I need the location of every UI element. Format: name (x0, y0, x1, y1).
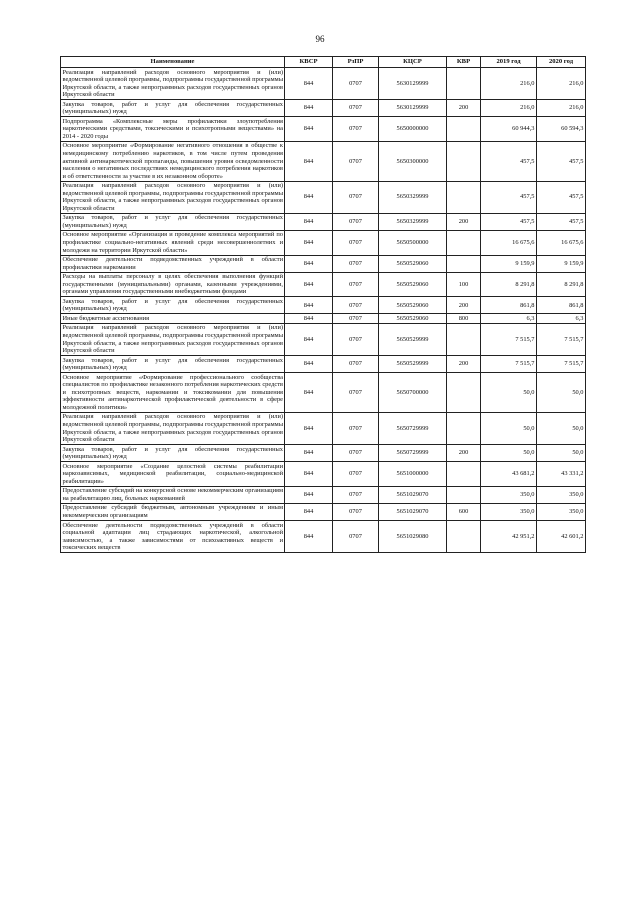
kvr-cell (447, 462, 481, 487)
amount-2020-cell: 7 515,7 (537, 356, 586, 373)
kvr-cell (447, 230, 481, 255)
row-name-cell: Предоставление субсидий бюджетным, автономным учреждениям и иным некоммерческим организациям (62, 504, 283, 520)
kvr-cell: 200 (447, 445, 481, 462)
amount-2019-cell: 50,0 (481, 445, 537, 462)
row-name-cell: Закупка товаров, работ и услуг для обеспечения государственных (муниципальных) нужд (62, 356, 283, 372)
budget-table (60, 56, 586, 553)
kcsr-cell: 5650529060 (379, 272, 447, 297)
column-header: РзПР (333, 57, 379, 68)
kcsr-cell: 5650329999 (379, 181, 447, 213)
amount-2020-cell: 6,3 (537, 314, 586, 324)
column-header: 2020 год (537, 57, 586, 68)
kvr-cell: 800 (447, 314, 481, 324)
row-name-cell: Основное мероприятие «Создание целостной системы реабилитации наркозависимых, медицинской реабилитации, социально-медицинской реабилитации» (62, 462, 283, 485)
row-name-cell: Реализация направлений расходов основного мероприятия и (или) ведомственной целевой программы, подпрограммы государственной программы Иркутской области, а также непрограммных расходов государственных органов Иркутской области (62, 324, 283, 355)
kvr-cell (447, 255, 481, 272)
row-name-cell: Основное мероприятие «Организация и проведение комплекса мероприятий по профилактике социально-негативных явлений среди несовершеннолетних и молодежи на территории Иркутской области» (62, 231, 283, 254)
kvr-cell: 200 (447, 356, 481, 373)
row-name-cell: Иные бюджетные ассигнования (61, 314, 285, 324)
rzpr-cell: 0707 (333, 445, 379, 462)
amount-2020-cell: 50,0 (537, 412, 586, 444)
rzpr-cell: 0707 (333, 141, 379, 181)
amount-2020-cell: 457,5 (537, 141, 586, 181)
rzpr-cell: 0707 (333, 373, 379, 413)
kvsr-cell: 844 (285, 68, 333, 100)
column-header: КВР (447, 57, 481, 68)
table-row (61, 255, 586, 272)
amount-2019-cell: 457,5 (481, 181, 537, 213)
amount-2019-cell: 6,3 (481, 314, 537, 324)
kvr-cell: 200 (447, 297, 481, 314)
kvsr-cell: 844 (285, 117, 333, 142)
column-header: КЦСР (379, 57, 447, 68)
amount-2020-cell: 8 291,8 (537, 272, 586, 297)
kvr-cell: 200 (447, 100, 481, 117)
table-row (61, 462, 586, 487)
amount-2020-cell: 42 601,2 (537, 521, 586, 553)
amount-2019-cell: 350,0 (481, 486, 537, 503)
kvsr-cell: 844 (285, 314, 333, 324)
kvr-cell (447, 486, 481, 503)
kvsr-cell: 844 (285, 503, 333, 520)
table-row (61, 100, 586, 117)
table-row (61, 297, 586, 314)
row-name-cell: Закупка товаров, работ и услуг для обеспечения государственных (муниципальных) нужд (62, 445, 283, 461)
table-header (61, 57, 586, 68)
row-name-cell: Закупка товаров, работ и услуг для обеспечения государственных (муниципальных) нужд (62, 100, 283, 116)
row-name-cell: Основное мероприятие «Формирование профессионального сообщества специалистов по профилактике незаконного потребления наркотических средств и психотропных веществ, наркомании и токсикомании для повышения эффективности антинаркотической профилактической деятельности в сфере молодежной политики» (62, 373, 284, 411)
kcsr-cell: 5651000000 (379, 462, 447, 487)
kvr-cell (447, 181, 481, 213)
kvsr-cell: 844 (285, 323, 333, 355)
table-row (61, 314, 586, 324)
amount-2020-cell: 350,0 (537, 486, 586, 503)
table-row (61, 521, 586, 553)
amount-2020-cell: 861,8 (537, 297, 586, 314)
amount-2019-cell: 457,5 (481, 213, 537, 230)
rzpr-cell: 0707 (333, 462, 379, 487)
table-row (61, 213, 586, 230)
kvsr-cell: 844 (285, 445, 333, 462)
table-row (61, 272, 586, 297)
row-name-cell: Основное мероприятие «Формирование негативного отношения в обществе к немедицинскому потреблению наркотиков, в том числе путем проведения активной антинаркотической пропаганды, повышения уровня осведомленности населения о негативных последствиях немедицинского потребления наркотиков и об ответственности за участие в их незаконном обороте» (62, 142, 283, 180)
rzpr-cell: 0707 (333, 68, 379, 100)
kvr-cell (447, 412, 481, 444)
kcsr-cell: 5650329999 (379, 213, 447, 230)
table-row (61, 503, 586, 520)
column-header: Наименование (61, 57, 285, 68)
row-name-cell: Обеспечение деятельности подведомственных учреждений в области профилактики наркомании (62, 256, 283, 271)
table-row (61, 141, 586, 181)
kcsr-cell: 5630129999 (379, 100, 447, 117)
table-row (61, 356, 586, 373)
table-row (61, 181, 586, 213)
rzpr-cell: 0707 (333, 230, 379, 255)
amount-2019-cell: 16 675,6 (481, 230, 537, 255)
rzpr-cell: 0707 (333, 272, 379, 297)
kvsr-cell: 844 (285, 521, 333, 553)
kvr-cell: 100 (447, 272, 481, 297)
kvsr-cell: 844 (285, 255, 333, 272)
rzpr-cell: 0707 (333, 503, 379, 520)
amount-2020-cell: 216,0 (537, 100, 586, 117)
rzpr-cell: 0707 (333, 213, 379, 230)
kvsr-cell: 844 (285, 373, 333, 413)
table-row (61, 117, 586, 142)
kvsr-cell: 844 (285, 486, 333, 503)
amount-2019-cell: 8 291,8 (481, 272, 537, 297)
amount-2020-cell: 60 594,3 (537, 117, 586, 142)
table-row (61, 445, 586, 462)
row-name-cell: Закупка товаров, работ и услуг для обеспечения государственных (муниципальных) нужд (62, 214, 283, 229)
kcsr-cell: 5650729999 (379, 412, 447, 444)
amount-2020-cell: 50,0 (537, 373, 586, 413)
kvsr-cell: 844 (285, 181, 333, 213)
kvr-cell (447, 141, 481, 181)
amount-2019-cell: 50,0 (481, 373, 537, 413)
rzpr-cell: 0707 (333, 297, 379, 314)
amount-2019-cell: 216,0 (481, 100, 537, 117)
kvsr-cell: 844 (285, 297, 333, 314)
kvsr-cell: 844 (285, 272, 333, 297)
amount-2019-cell: 60 944,3 (481, 117, 537, 142)
kvr-cell (447, 68, 481, 100)
amount-2020-cell: 216,0 (537, 68, 586, 100)
kvsr-cell: 844 (285, 356, 333, 373)
amount-2019-cell: 43 681,2 (481, 462, 537, 487)
row-name-cell: Расходы на выплаты персоналу в целях обеспечения выполнения функций государственными (муниципальными) органами, казенными учреждениями, органами управления государственными внебюджетными фондами (62, 273, 283, 296)
amount-2020-cell: 350,0 (537, 503, 586, 520)
rzpr-cell: 0707 (333, 521, 379, 553)
kvsr-cell: 844 (285, 230, 333, 255)
kcsr-cell: 5650000000 (379, 117, 447, 142)
kvr-cell: 600 (447, 503, 481, 520)
row-name-cell: Подпрограмма «Комплексные меры профилактики злоупотребления наркотическими средствами, токсическими и психотропными веществами» на 2014 - 2020 годы (62, 117, 283, 140)
amount-2020-cell: 457,5 (537, 213, 586, 230)
kvsr-cell: 844 (285, 100, 333, 117)
amount-2019-cell: 42 951,2 (481, 521, 537, 553)
row-name-cell: Реализация направлений расходов основного мероприятия и (или) ведомственной целевой программы, подпрограммы государственной программы Иркутской области, а также непрограммных расходов государственных органов Иркутской области (62, 182, 283, 212)
kvr-cell (447, 117, 481, 142)
kvsr-cell: 844 (285, 412, 333, 444)
kvr-cell (447, 323, 481, 355)
table-row (61, 373, 586, 413)
amount-2020-cell: 50,0 (537, 445, 586, 462)
rzpr-cell: 0707 (333, 117, 379, 142)
kcsr-cell: 5651029070 (379, 486, 447, 503)
rzpr-cell: 0707 (333, 255, 379, 272)
kcsr-cell: 5650529999 (379, 356, 447, 373)
kvr-cell (447, 373, 481, 413)
column-header: КВСР (285, 57, 333, 68)
table-body (61, 68, 586, 553)
column-header: 2019 год (481, 57, 537, 68)
amount-2020-cell: 9 159,9 (537, 255, 586, 272)
table-row (61, 486, 586, 503)
table-row (61, 230, 586, 255)
rzpr-cell: 0707 (333, 181, 379, 213)
kcsr-cell: 5650500000 (379, 230, 447, 255)
row-name-cell: Реализация направлений расходов основного мероприятия и (или) ведомственной целевой программы, подпрограммы государственной программы Иркутской области, а также непрограммных расходов государственных органов Иркутской области (62, 68, 283, 99)
row-name-cell: Обеспечение деятельности подведомственных учреждений в области социальной адаптации лиц страдающих наркотической, алкогольной зависимостью, а также зависимостями от психоактивных веществ и токсических веществ (62, 521, 283, 552)
kcsr-cell: 5650529060 (379, 297, 447, 314)
amount-2020-cell: 457,5 (537, 181, 586, 213)
row-name-cell: Предоставление субсидий на конкурсной основе некоммерческим организациям на реабилитацию лиц, больных наркоманией (62, 487, 283, 502)
row-name-cell: Закупка товаров, работ и услуг для обеспечения государственных (муниципальных) нужд (62, 297, 283, 313)
kcsr-cell: 5650729999 (379, 445, 447, 462)
kvsr-cell: 844 (285, 462, 333, 487)
kcsr-cell: 5650529060 (379, 255, 447, 272)
amount-2019-cell: 457,5 (481, 141, 537, 181)
kcsr-cell: 5650529060 (379, 314, 447, 324)
kvr-cell: 200 (447, 213, 481, 230)
amount-2019-cell: 9 159,9 (481, 255, 537, 272)
table-row (61, 412, 586, 444)
kcsr-cell: 5650700000 (379, 373, 447, 413)
amount-2019-cell: 7 515,7 (481, 323, 537, 355)
rzpr-cell: 0707 (333, 314, 379, 324)
kcsr-cell: 5650300000 (379, 141, 447, 181)
page-number: 96 (315, 34, 325, 44)
kcsr-cell: 5651029080 (379, 521, 447, 553)
kvsr-cell: 844 (285, 141, 333, 181)
table-row (61, 68, 586, 100)
rzpr-cell: 0707 (333, 412, 379, 444)
rzpr-cell: 0707 (333, 323, 379, 355)
amount-2019-cell: 7 515,7 (481, 356, 537, 373)
kcsr-cell: 5630129999 (379, 68, 447, 100)
amount-2020-cell: 7 515,7 (537, 323, 586, 355)
rzpr-cell: 0707 (333, 486, 379, 503)
amount-2020-cell: 16 675,6 (537, 230, 586, 255)
rzpr-cell: 0707 (333, 100, 379, 117)
amount-2019-cell: 216,0 (481, 68, 537, 100)
amount-2019-cell: 861,8 (481, 297, 537, 314)
kvsr-cell: 844 (285, 213, 333, 230)
kcsr-cell: 5651029070 (379, 503, 447, 520)
amount-2019-cell: 50,0 (481, 412, 537, 444)
amount-2020-cell: 43 331,2 (537, 462, 586, 487)
kvr-cell (447, 521, 481, 553)
row-name-cell: Реализация направлений расходов основного мероприятия и (или) ведомственной целевой программы, подпрограммы государственной программы Иркутской области, а также непрограммных расходов государственных органов Иркутской области (62, 413, 283, 444)
kcsr-cell: 5650529999 (379, 323, 447, 355)
amount-2019-cell: 350,0 (481, 503, 537, 520)
rzpr-cell: 0707 (333, 356, 379, 373)
table-row (61, 323, 586, 355)
